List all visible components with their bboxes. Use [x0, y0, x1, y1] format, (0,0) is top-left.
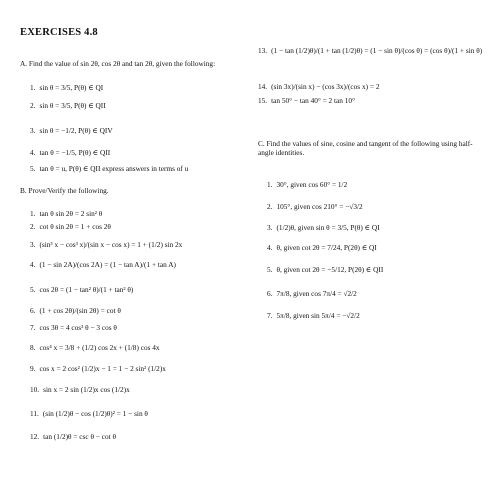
section-b-heading: B. Prove/Verify the following.	[20, 186, 109, 195]
b-item-2: 2. cot θ sin 2θ = 1 + cos 2θ	[30, 222, 111, 231]
section-a-heading: A. Find the value of sin 2θ, cos 2θ and tan 2θ, given the following:	[20, 59, 216, 68]
a-item-5: 5. tan θ = u, P(θ) ∈ QII express answers in terms of u	[30, 164, 189, 173]
c-item-7: 7. 5π/8, given sin 5π/4 = −√2/2	[267, 311, 360, 320]
c-item-1: 1. 30°, given cos 60° = 1/2	[267, 180, 348, 189]
b-item-9: 9. cos x = 2 cos² (1/2)x − 1 = 1 − 2 sin² (1/2)x	[30, 364, 166, 373]
page-title: EXERCISES 4.8	[20, 27, 98, 38]
c-item-3: 3. (1/2)θ, given sin θ = 3/5, P(θ) ∈ QI	[267, 223, 380, 232]
b-item-14: 14. (sin 3x)/(sin x) − (cos 3x)/(cos x) = 2	[258, 82, 380, 91]
a-item-3: 3. sin θ = −1/2, P(θ) ∈ QIV	[30, 126, 113, 135]
b-item-4: 4. (1 − sin 2A)/(cos 2A) = (1 − tan A)/(1 + tan A)	[30, 260, 176, 269]
a-item-2: 2. sin θ = 3/5, P(θ) ∈ QII	[30, 101, 106, 110]
a-item-4: 4. tan θ = −1/5, P(θ) ∈ QII	[30, 148, 111, 157]
a-item-1: 1. sin θ = 3/5, P(θ) ∈ QI	[30, 83, 104, 92]
b-item-12: 12. tan (1/2)θ = csc θ − cot θ	[30, 432, 116, 441]
b-item-11: 11. (sin (1/2)θ − cos (1/2)θ)² = 1 − sin θ	[30, 409, 148, 418]
b-item-3: 3. (sin³ x − cos³ x)/(sin x − cos x) = 1 + (1/2) sin 2x	[30, 240, 183, 249]
c-item-2: 2. 105°, given cos 210° = −√3/2	[267, 202, 363, 211]
b-item-13: 13. (1 − tan (1/2)θ)/(1 + tan (1/2)θ) = (1 − sin θ)/(cos θ) = (cos θ)/(1 + sin θ)	[258, 46, 483, 55]
b-item-10: 10. sin x = 2 sin (1/2)x cos (1/2)x	[30, 385, 130, 394]
b-item-1: 1. tan θ sin 2θ = 2 sin² θ	[30, 209, 103, 218]
c-item-4: 4. θ, given cot 2θ = 7/24, P(2θ) ∈ QI	[267, 243, 377, 252]
b-item-6: 6. (1 + cos 2θ)/(sin 2θ) = cot θ	[30, 306, 121, 315]
b-item-8: 8. cos⁴ x = 3/8 + (1/2) cos 2x + (1/8) cos 4x	[30, 343, 160, 352]
b-item-15: 15. tan 50° − tan 40° = 2 tan 10°	[258, 96, 355, 105]
b-item-5: 5. cos 2θ = (1 − tan² θ)/(1 + tan² θ)	[30, 285, 134, 294]
b-item-7: 7. cos 3θ = 4 cos³ θ − 3 cos θ	[30, 323, 117, 332]
c-item-6: 6. 7π/8, given cos 7π/4 = √2/2	[267, 289, 357, 298]
c-item-5: 5. θ, given cot 2θ = −5/12, P(2θ) ∈ QII	[267, 265, 384, 274]
section-c-heading: C. Find the values of sine, cosine and tangent of the following using half-angle identities.	[258, 139, 473, 157]
